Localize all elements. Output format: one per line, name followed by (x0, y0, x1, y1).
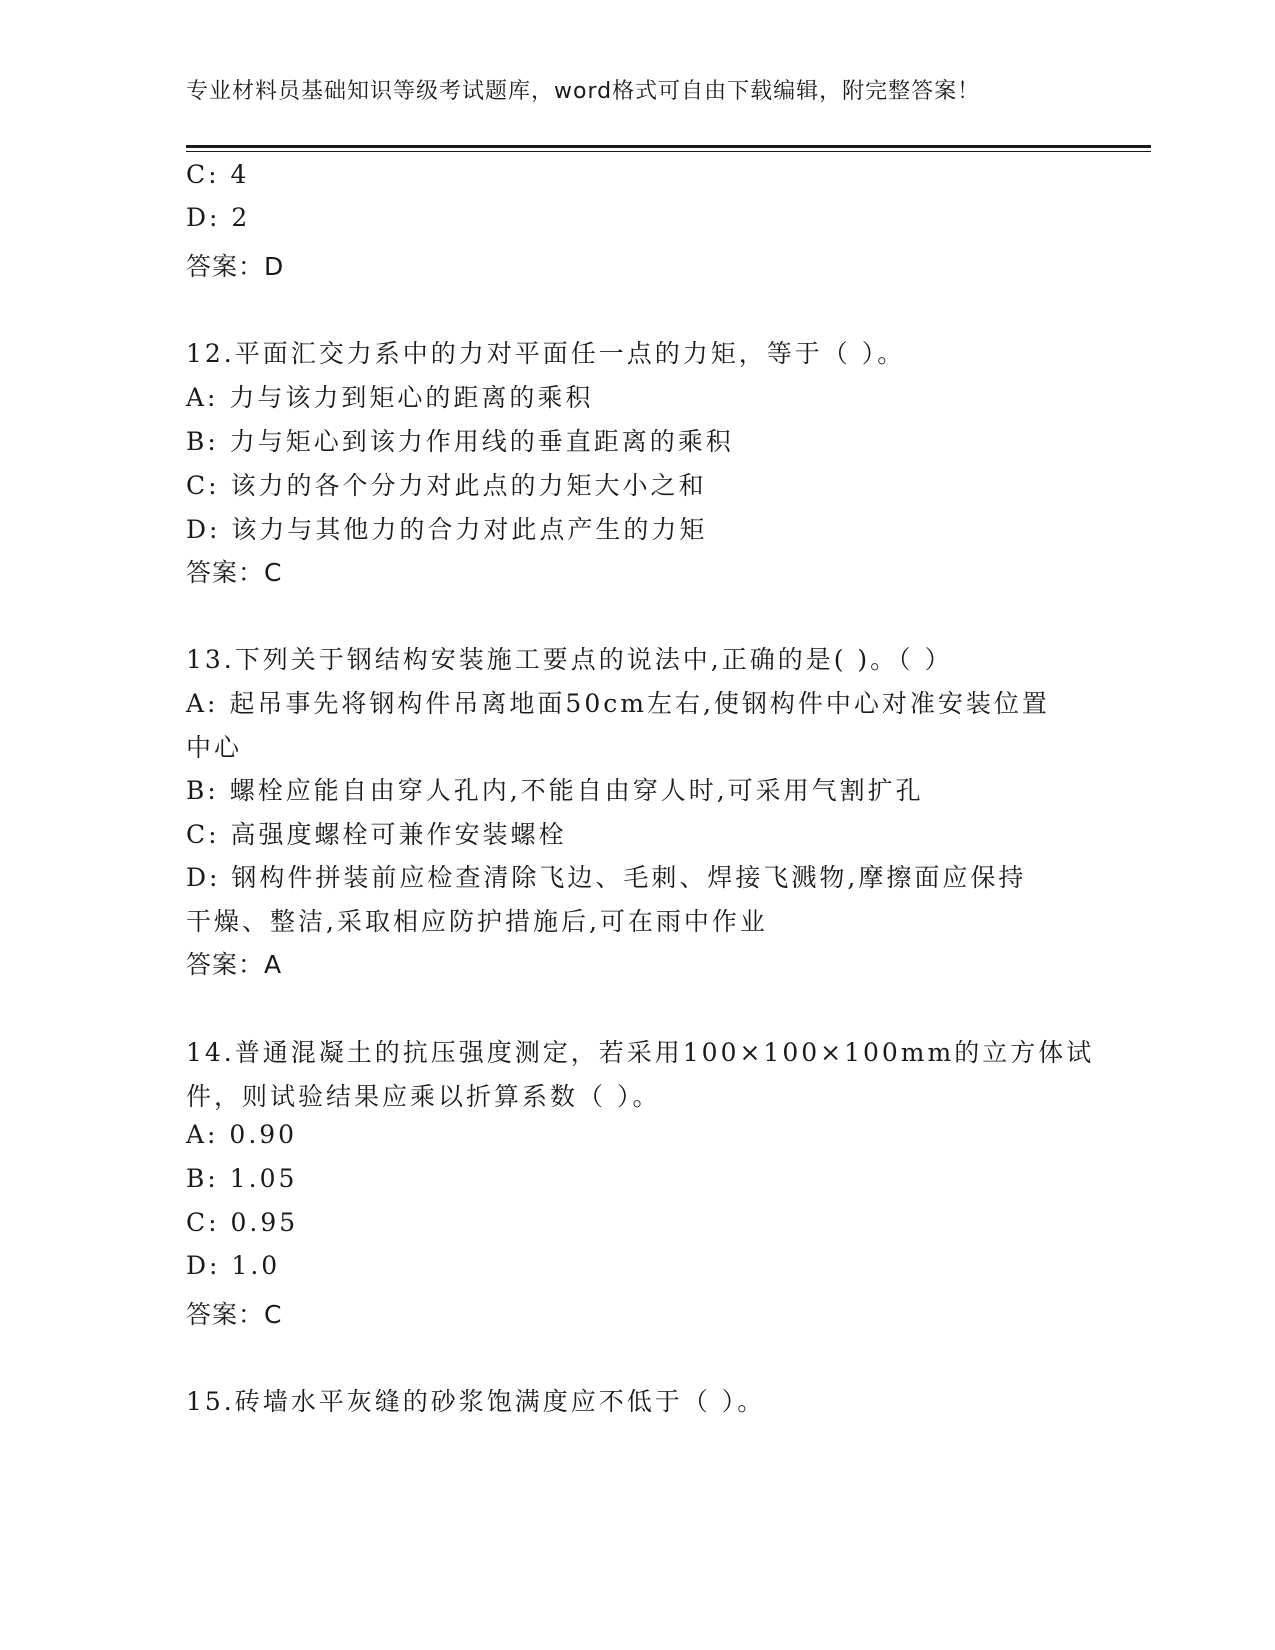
q13-stem: 13.下列关于钢结构安装施工要点的说法中,正确的是( )。（ ） (186, 645, 953, 674)
q13-option-a-continued: 中心 (186, 733, 243, 762)
q12-stem: 12.平面汇交力系中的力对平面任一点的力矩，等于（ ）。 (186, 339, 906, 368)
q14-option-b: B: 1.05 (186, 1164, 298, 1193)
header-rule-thin (186, 151, 1151, 152)
q12-answer: 答案：C (186, 558, 283, 587)
q12-option-a: A: 力与该力到矩心的距离的乘积 (186, 383, 594, 412)
page-header: 专业材料员基础知识等级考试题库，word格式可自由下载编辑，附完整答案！ (186, 79, 981, 104)
q11-option-c: C: 4 (186, 160, 250, 189)
q14-option-a: A: 0.90 (186, 1120, 298, 1149)
q15-stem: 15.砖墙水平灰缝的砂浆饱满度应不低于（ ）。 (186, 1387, 766, 1416)
q11-answer: 答案：D (186, 252, 285, 281)
q14-answer: 答案：C (186, 1300, 283, 1329)
q13-answer: 答案：A (186, 950, 283, 979)
header-rule-thick (186, 145, 1151, 148)
q11-option-d: D: 2 (186, 203, 251, 232)
q13-option-d: D: 钢构件拼装前应检查清除飞边、毛刺、焊接飞溅物,摩擦面应保持 (186, 863, 1027, 892)
q14-stem-continued: 件，则试验结果应乘以折算系数（ ）。 (186, 1082, 661, 1111)
q12-option-b: B: 力与矩心到该力作用线的垂直距离的乘积 (186, 427, 734, 456)
q13-option-c: C: 高强度螺栓可兼作安装螺栓 (186, 820, 567, 849)
q14-option-d: D: 1.0 (186, 1251, 281, 1280)
q13-option-b: B: 螺栓应能自由穿人孔内,不能自由穿人时,可采用气割扩孔 (186, 776, 924, 805)
q13-option-a: A: 起吊事先将钢构件吊离地面50cm左右,使钢构件中心对准安装位置 (186, 689, 1050, 718)
q14-stem: 14.普通混凝土的抗压强度测定，若采用100×100×100mm的立方体试 (186, 1038, 1095, 1067)
q12-option-c: C: 该力的各个分力对此点的力矩大小之和 (186, 471, 707, 500)
q13-option-d-continued: 干燥、整洁,采取相应防护措施后,可在雨中作业 (186, 907, 768, 936)
q14-option-c: C: 0.95 (186, 1208, 299, 1237)
q12-option-d: D: 该力与其他力的合力对此点产生的力矩 (186, 515, 708, 544)
